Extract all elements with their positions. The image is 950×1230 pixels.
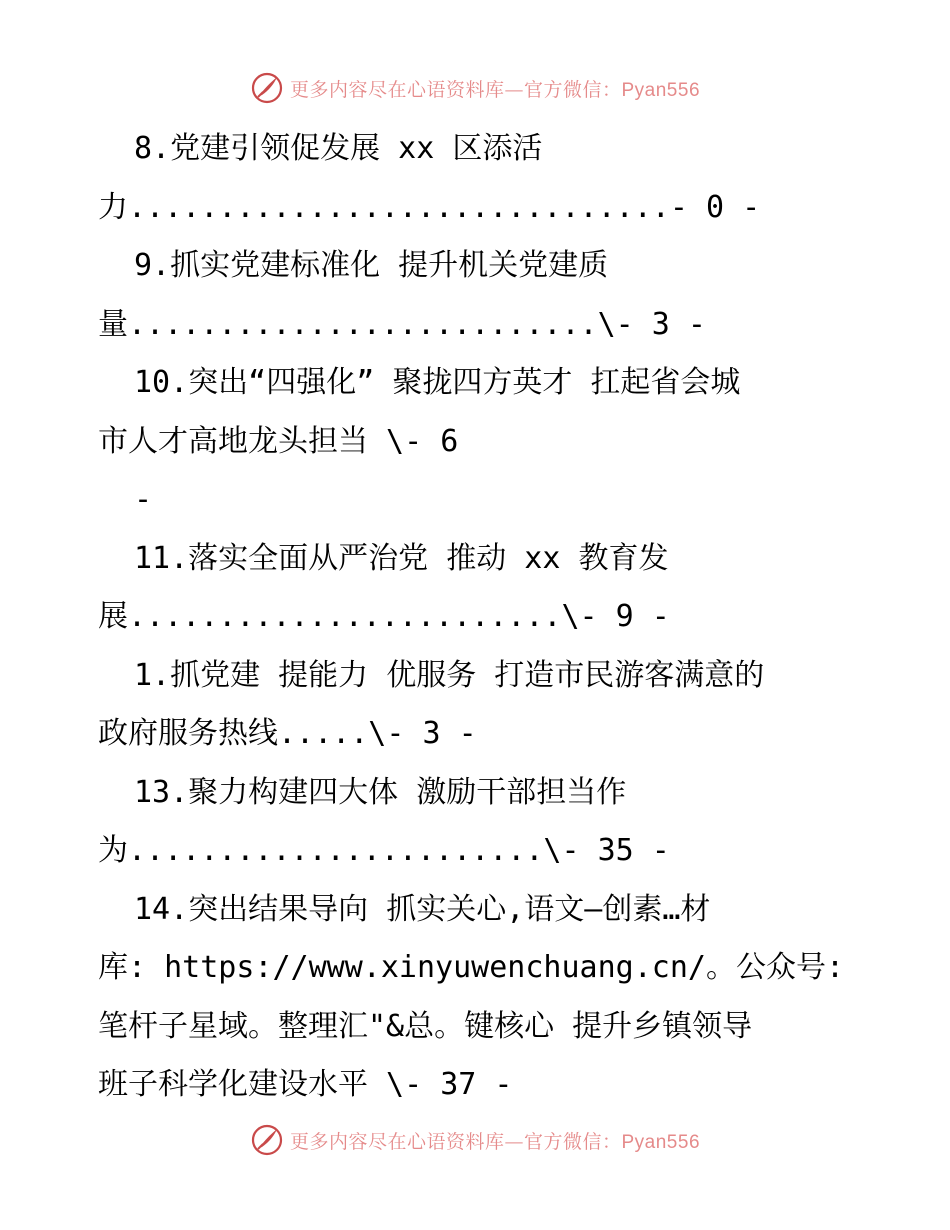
toc-line: 力..............................- 0 - — [98, 189, 761, 225]
watermark-dash: — — [504, 1130, 524, 1153]
toc-line: 政府服务热线.....\- 3 - — [98, 716, 477, 751]
watermark-label: 官方微信： — [523, 1130, 622, 1153]
watermark-label: 官方微信： — [523, 78, 622, 101]
toc-line: 笔杆子星域。整理汇"&总。键核心 提升乡镇领导 — [98, 1008, 753, 1044]
toc-line: 为.......................\- 35 - — [98, 833, 670, 868]
quill-pen-logo-icon — [250, 1123, 284, 1157]
toc-line: 9.抓实党建标准化 提升机关党建质 — [134, 248, 609, 283]
toc-line: 展........................\- 9 - — [98, 599, 670, 634]
toc-line: 13.聚力构建四大体 激励干部担当作 — [134, 774, 627, 810]
toc-line: 11.落实全面从严治党 推动 xx 教育发 — [134, 540, 669, 576]
toc-line: 8.党建引领促发展 xx 区添活 — [134, 131, 543, 166]
quill-pen-logo-icon — [250, 71, 284, 105]
toc-line: 量..........................\- 3 - — [98, 306, 706, 342]
toc-line: 1.抓党建 提能力 优服务 打造市民游客满意的 — [134, 657, 765, 693]
toc-line: 库: https://www.xinyuwenchuang.cn/。公众号: — [98, 950, 845, 985]
watermark-dash: — — [504, 78, 524, 101]
footer-watermark — [0, 1120, 950, 1160]
watermark-text — [290, 75, 700, 102]
toc-line: 班子科学化建设水平 \- 37 - — [98, 1067, 513, 1102]
header-watermark — [0, 68, 950, 108]
watermark-id: Pyan556 — [621, 79, 701, 101]
watermark-title: 更多内容尽在心语资料库 — [289, 78, 505, 101]
table-of-contents — [98, 120, 858, 1115]
toc-line: 14.突出结果导向 抓实关心,语文—创素…材 — [134, 891, 711, 927]
toc-line: - — [134, 482, 153, 517]
watermark-text — [290, 1127, 700, 1154]
toc-line: 10.突出“四强化” 聚拢四方英才 扛起省会城 — [134, 365, 741, 400]
toc-line: 市人才高地龙头担当 \- 6 — [98, 423, 459, 459]
watermark-title: 更多内容尽在心语资料库 — [289, 1130, 505, 1153]
watermark-id: Pyan556 — [621, 1131, 701, 1153]
